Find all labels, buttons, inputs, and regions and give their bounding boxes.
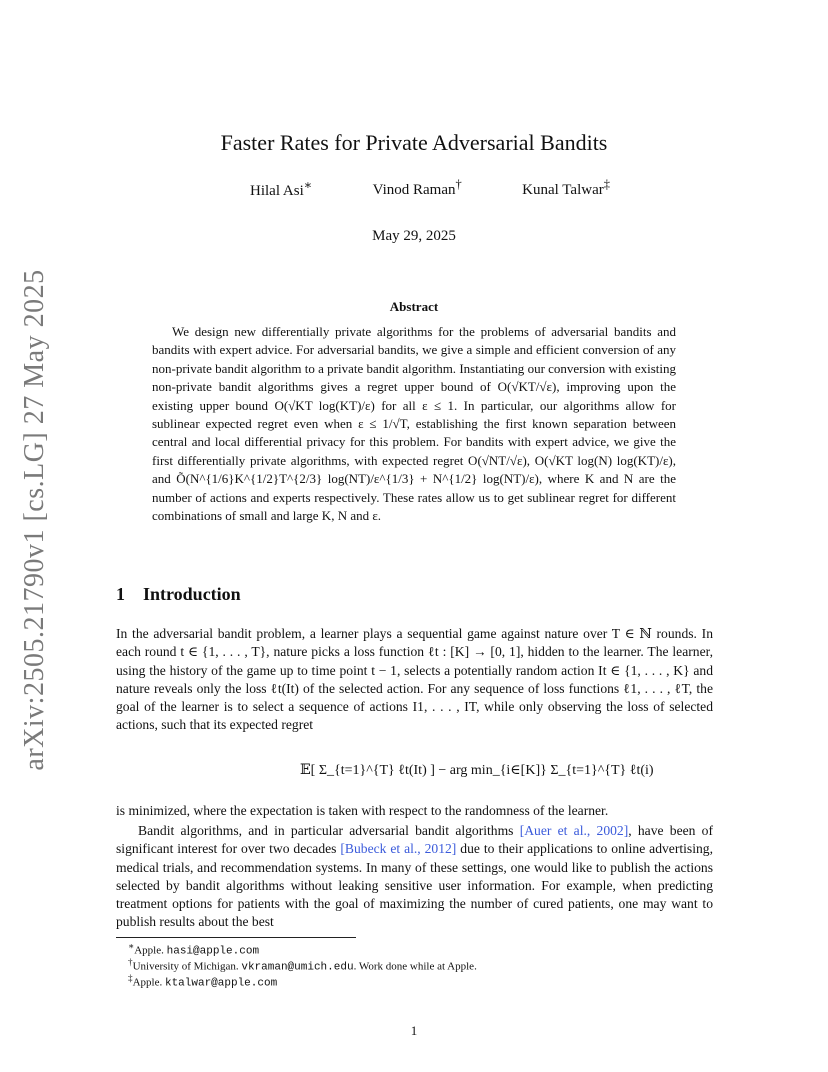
footnote-email[interactable]: hasi@apple.com	[166, 945, 260, 958]
footnote-3	[128, 973, 277, 990]
text-run: due to their applications to online advertising, medical trials, and recommendation systems. In many of these settings, one would like to publish the actions selected by bandit algorithms without leaking sensitive user information. For example, when predicting treatment options for patients with the goal of maximizing the number of cured patients, one may want to publish results about the best	[116, 841, 713, 930]
footnote-mark: ∗	[128, 941, 135, 951]
page-number: 1	[410, 1023, 418, 1038]
footnote-email[interactable]: vkraman@umich.edu	[241, 961, 354, 974]
footnote-email[interactable]: ktalwar@apple.com	[164, 977, 278, 990]
footnote-rule	[116, 937, 356, 938]
intro-paragraph-1: In the adversarial bandit problem, a learner plays a sequential game against nature over T ∈ ℕ rounds. In each round t ∈ {1, . . . , T}, nature picks a loss function ℓt : [K] → [0, 1], hidden to the learner. The learner, using the history of the game up to time point t − 1, selects a potentially random action It ∈ {1, . . . , K} and nature reveals only the loss ℓt(It) of the selected action. For any sequence of loss functions ℓ1, . . . , ℓT, the goal of the learner is to select a sequence of actions I1, . . . , IT, while only observing the loss of selected actions, such that its expected regret	[116, 626, 713, 733]
author-name: Hilal Asi	[250, 183, 304, 199]
arxiv-id-text: arXiv:2505.21790v1 [cs.LG] 27 May 2025	[19, 269, 50, 771]
footnote-text: Apple.	[134, 944, 167, 957]
footnote-mark: ‡	[128, 973, 133, 983]
author-list	[250, 177, 610, 200]
author-2	[373, 177, 462, 200]
abstract-text: We design new differentially private algorithms for the problems of adversarial bandits and bandits with expert advice. For adversarial bandits, we give a simple and efficient conversion of any non-private bandit algorithm to a private bandit algorithm. Instantiating our conversion with existing non-private bandit algorithms gives a regret upper bound of O(√KT/√ε), improving upon the existing upper bound O(√KT log(KT)/ε) for all ε ≤ 1. In particular, our algorithms allow for sublinear expected regret even when ε ≤ 1/√T, establishing the first known separation between central and local differential privacy for this problem. For bandits with expert advice, we give the first differentially private algorithms, with expected regret O(√NT/√ε), O(√KT log(N) log(KT)/ε), and Õ(N^{1/6}K^{1/2}T^{2/3} log(NT)/ε^{1/3} + N^{1/2} log(NT)/ε), where K and N are the number of actions and experts respectively. These rates allow us to get sublinear regret for different combinations of small and large K, N and ε.	[152, 324, 676, 524]
intro-paragraph-3	[116, 822, 713, 932]
footnote-text: Apple.	[132, 976, 165, 989]
intro-paragraph-2: is minimized, where the expectation is taken with respect to the randomness of the learner.	[116, 803, 609, 818]
author-1	[250, 177, 312, 200]
footnote-2	[128, 957, 477, 974]
footnote-mark: †	[128, 957, 133, 967]
text-run: Bandit algorithms, and in particular adversarial bandit algorithms	[138, 823, 520, 838]
author-mark: ∗	[303, 178, 313, 192]
text-run: , have been of significant interest for over two decades	[116, 823, 713, 857]
footnote-rest: . Work done while at Apple.	[353, 960, 477, 973]
regret-equation	[300, 752, 654, 794]
section-title: Introduction	[143, 584, 241, 604]
section-number: 1	[116, 584, 125, 604]
footnote-text: University of Michigan.	[132, 960, 242, 973]
author-mark: †	[455, 177, 462, 191]
author-name: Vinod Raman	[372, 182, 456, 198]
equation-text: 𝔼[ Σ_{t=1}^{T} ℓt(It) ] − arg min_{i∈[K]} Σ_{t=1}^{T} ℓt(i)	[300, 763, 654, 778]
citation-auer-2002[interactable]: [Auer et al., 2002]	[519, 823, 629, 838]
footnote-1	[128, 941, 259, 958]
author-3	[522, 177, 610, 200]
paper-title: Faster Rates for Private Adversarial Bandits	[220, 130, 608, 155]
publication-date: May 29, 2025	[372, 228, 456, 244]
author-name: Kunal Talwar	[522, 182, 604, 198]
arxiv-sidebar-id	[12, 269, 58, 771]
section-heading	[116, 584, 241, 605]
citation-bubeck-2012[interactable]: [Bubeck et al., 2012]	[340, 841, 457, 857]
author-mark: ‡	[603, 177, 610, 191]
abstract-heading: Abstract	[389, 299, 439, 314]
